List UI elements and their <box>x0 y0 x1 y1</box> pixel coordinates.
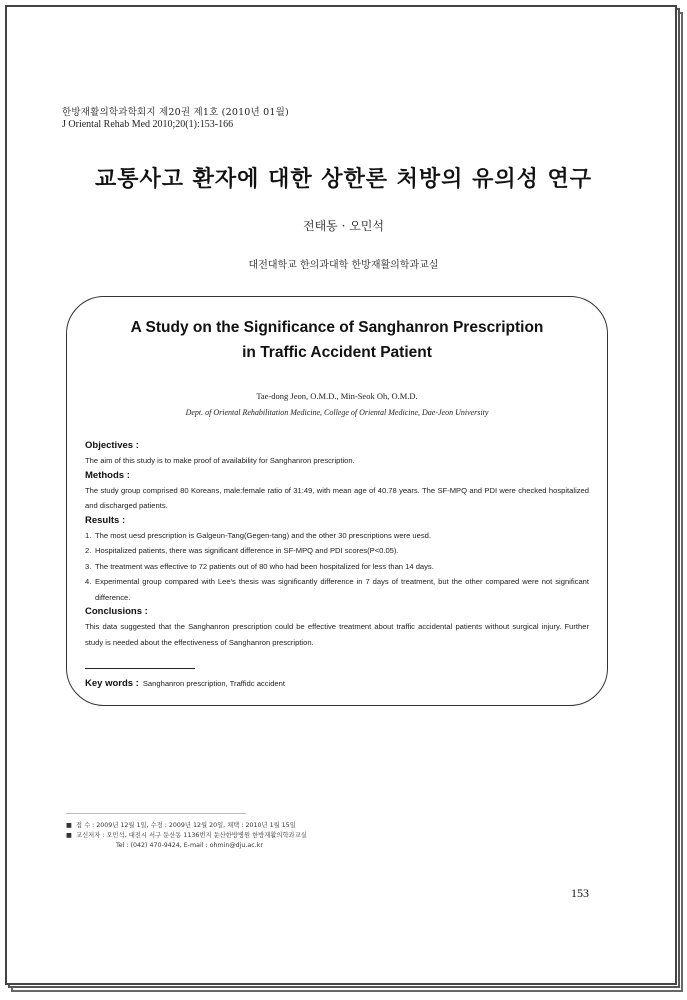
results-item <box>85 574 589 605</box>
results-item-number: 4. <box>85 577 92 586</box>
english-title <box>67 315 607 365</box>
results-heading: Results : <box>85 514 126 526</box>
english-affiliation: Dept. of Oriental Rehabilitation Medicine, College of Oriental Medicine, Dae-Jeon University <box>185 408 489 417</box>
square-bullet-icon: ■ <box>66 832 72 839</box>
keywords-divider <box>85 668 195 669</box>
english-authors: Tae-dong Jeon, O.M.D., Min-Seok Oh, O.M.D. <box>256 391 418 401</box>
journal-citation-english: J Oriental Rehab Med 2010;20(1):153-166 <box>62 119 234 130</box>
english-title-line-1: A Study on the Significance of Sanghanron Prescription <box>130 319 544 336</box>
footnote-divider <box>66 813 246 814</box>
footnote-received-row <box>66 821 307 831</box>
footnote-correspondence: 교신저자 : 오민석, 대전시 서구 둔산동 1136번지 둔산한방병원 한방재활의학과교실 <box>76 832 307 839</box>
results-item-text: The most uesd prescription is Galgeun-Tang(Gegen-tang) and the other 30 prescriptions were uesd. <box>95 530 431 540</box>
results-item-text: Experimental group compared with Lee's thesis was significantly difference in 7 days of treatment, but the other compared were not significant difference. <box>95 577 589 602</box>
methods-text <box>85 483 589 514</box>
results-item <box>85 528 589 544</box>
footnote-received: 접 수 : 2009년 12월 1일, 수정 : 2009년 12월 20일, 채택 : 2010년 1월 15일 <box>76 822 296 829</box>
korean-affiliation: 대전대학교 한의과대학 한방재활의학과교실 <box>248 260 439 271</box>
square-bullet-icon: ■ <box>66 822 72 829</box>
objectives-paragraph: The aim of this study is to make proof of availability for Sanghanron prescription. <box>85 456 355 465</box>
results-item-text: The treatment was effective to 72 patients out of 80 who had been hospitalized for less than 14 days. <box>95 561 434 571</box>
journal-citation-korean: 한방재활의학과학회지 제20권 제1호 (2010년 01월) <box>62 107 289 118</box>
results-item-number: 2. <box>85 546 92 555</box>
methods-paragraph: The study group comprised 80 Koreans, male:female ratio of 31:49, with mean age of 40.78 years. The SF-MPQ and PDI were checked hospitalized and discharged patients. <box>85 485 589 510</box>
results-item <box>85 559 589 575</box>
conclusions-heading: Conclusions : <box>85 606 148 617</box>
conclusions-paragraph: This data suggested that the Sanghanron prescription could be effective treatment about traffic accidental patients without surgical injury. Further study is needed about the effectiveness of Sanghanron prescription. <box>85 622 589 647</box>
objectives-text <box>85 453 589 469</box>
korean-title: 교통사고 환자에 대한 상한론 처방의 유의성 연구 <box>95 166 592 192</box>
results-item-number: 3. <box>85 561 92 571</box>
page-number: 153 <box>571 886 589 900</box>
methods-heading: Methods : <box>85 469 130 481</box>
korean-authors: 전태동 · 오민석 <box>303 219 384 233</box>
results-list <box>85 528 589 606</box>
keywords <box>85 678 589 689</box>
keywords-label: Key words : <box>85 678 139 689</box>
abstract-box <box>66 296 608 706</box>
objectives-heading: Objectives : <box>85 440 139 451</box>
english-title-line-2: in Traffic Accident Patient <box>242 344 432 361</box>
conclusions-text <box>85 619 589 650</box>
results-item-number: 1. <box>85 530 92 540</box>
footnote-contact: Tel : (042) 470-9424, E-mail : ohmin@dju.ac.kr <box>116 842 263 849</box>
results-item <box>85 543 589 559</box>
keywords-text: Sanghanron prescription, Traffidc accident <box>142 679 285 688</box>
footnote <box>66 821 307 851</box>
results-item-text: Hospitalized patients, there was significant difference in SF-MPQ and PDI scores(P<0.05). <box>95 546 399 555</box>
footnote-correspondence-row <box>66 831 307 841</box>
abstract-sections <box>85 439 589 689</box>
